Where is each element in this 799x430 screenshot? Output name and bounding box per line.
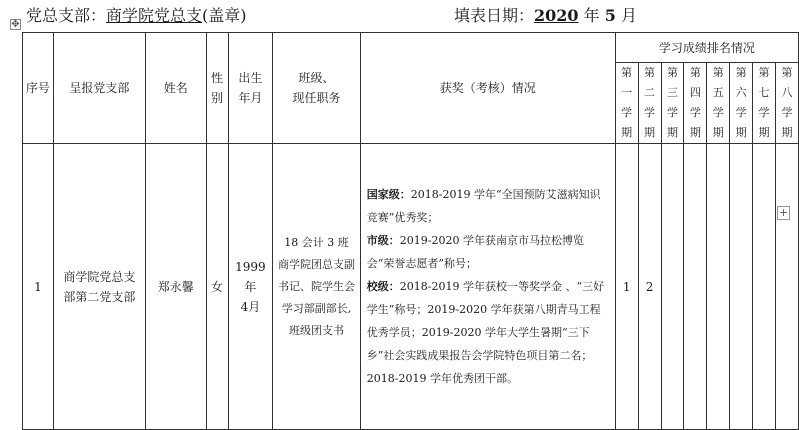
cell-rank-term-1[interactable]: 1 bbox=[615, 144, 638, 430]
term-1-label: 第一学期 bbox=[621, 66, 633, 139]
table-move-handle-icon[interactable]: ✥ bbox=[11, 19, 20, 30]
date-label: 填表日期： bbox=[454, 6, 535, 25]
cell-rank-term-4[interactable] bbox=[684, 144, 707, 430]
col-ranking: 学习成绩排名情况 bbox=[615, 33, 798, 63]
branch-value: 商学院党总支 bbox=[106, 6, 203, 25]
award-city-label: 市级： bbox=[366, 234, 400, 247]
col-term-1 bbox=[615, 63, 638, 144]
col-class-line1: 班级、 bbox=[298, 71, 335, 85]
col-gender bbox=[206, 33, 228, 144]
add-column-icon[interactable]: + bbox=[778, 206, 789, 219]
col-class bbox=[273, 33, 360, 144]
date-year-unit: 年 bbox=[578, 6, 605, 25]
col-class-line2: 现任职务 bbox=[292, 91, 341, 105]
col-term-6 bbox=[730, 63, 753, 144]
cell-branch-line1: 商学院党总支 bbox=[63, 269, 136, 284]
term-4-label: 第四学期 bbox=[689, 66, 701, 139]
cell-class-line: 学习部副部长, bbox=[281, 301, 352, 315]
date-year: 2020 bbox=[534, 6, 579, 25]
form-header bbox=[26, 4, 786, 28]
term-3-label: 第三学期 bbox=[666, 66, 678, 139]
col-awards: 获奖（考核）情况 bbox=[360, 33, 615, 144]
term-6-label: 第六学期 bbox=[735, 66, 747, 139]
fill-date bbox=[454, 4, 637, 28]
col-birth-label: 出生年月 bbox=[238, 71, 263, 105]
term-7-label: 第七学期 bbox=[758, 66, 770, 139]
cell-rank-term-6[interactable] bbox=[730, 144, 753, 430]
cell-rank-term-7[interactable] bbox=[753, 144, 776, 430]
date-month-unit: 月 bbox=[615, 6, 637, 25]
award-school-text: 2018-2019 学年获校一等奖学金 、“三好学生”称号；2019-2020 学年获第八期青马工程 优秀学员；2019-2020 学年大学生暑期“三下乡”社会实践成果报告会学院特色项目第二名；2018-2019 学年优秀团干部。 bbox=[366, 280, 605, 385]
col-name: 姓名 bbox=[146, 33, 207, 144]
term-2-label: 第二学期 bbox=[644, 66, 656, 139]
award-school-label: 校级： bbox=[366, 280, 400, 293]
recommendation-table bbox=[22, 32, 799, 430]
cell-birth[interactable] bbox=[228, 144, 273, 430]
col-term-8 bbox=[775, 63, 798, 144]
award-city bbox=[367, 229, 609, 275]
cell-class[interactable] bbox=[273, 144, 360, 430]
col-term-2 bbox=[638, 63, 661, 144]
col-term-4 bbox=[684, 63, 707, 144]
cell-class-line: 书记、院学生会 bbox=[278, 279, 356, 293]
cell-seq[interactable]: 1 bbox=[23, 144, 54, 430]
col-branch: 呈报党支部 bbox=[53, 33, 145, 144]
award-school bbox=[367, 275, 609, 390]
award-city-text: 2019-2020 学年获南京市马拉松博览会“荣誉志愿者”称号； bbox=[366, 234, 584, 270]
cell-name[interactable]: 郑永馨 bbox=[146, 144, 207, 430]
cell-gender[interactable]: 女 bbox=[206, 144, 228, 430]
cell-class-line: 班级团支书 bbox=[289, 323, 345, 337]
cell-rank-term-2[interactable]: 2 bbox=[638, 144, 661, 430]
cell-rank-term-3[interactable] bbox=[661, 144, 684, 430]
col-term-7 bbox=[753, 63, 776, 144]
col-term-3 bbox=[661, 63, 684, 144]
cell-rank-term-5[interactable] bbox=[707, 144, 730, 430]
cell-awards[interactable] bbox=[360, 144, 615, 430]
branch-seal-note: (盖章) bbox=[202, 6, 247, 25]
cell-birth-line2: 4月 bbox=[240, 299, 261, 314]
branch-label: 党总支部： bbox=[26, 6, 107, 25]
col-seq: 序号 bbox=[23, 33, 54, 144]
cell-birth-line1: 1999 年 bbox=[235, 259, 266, 294]
award-national bbox=[367, 183, 609, 229]
col-birth bbox=[228, 33, 273, 144]
term-8-label: 第八学期 bbox=[781, 66, 793, 139]
cell-branch-line2: 部第二党支部 bbox=[63, 289, 136, 304]
table-row bbox=[23, 144, 799, 430]
cell-rank-term-8[interactable] bbox=[775, 144, 798, 430]
award-national-text: 2018-2019 学年“全国预防艾滋病知识竞赛”优秀奖； bbox=[366, 188, 601, 224]
cell-class-line: 商学院团总支副 bbox=[278, 257, 356, 271]
award-national-label: 国家级： bbox=[366, 188, 411, 201]
col-gender-label: 性别 bbox=[211, 71, 224, 105]
date-month: 5 bbox=[604, 6, 616, 25]
term-5-label: 第五学期 bbox=[712, 66, 724, 139]
cell-branch[interactable] bbox=[53, 144, 145, 430]
cell-class-line: 18 会计 3 班 bbox=[284, 235, 349, 249]
col-term-5 bbox=[707, 63, 730, 144]
